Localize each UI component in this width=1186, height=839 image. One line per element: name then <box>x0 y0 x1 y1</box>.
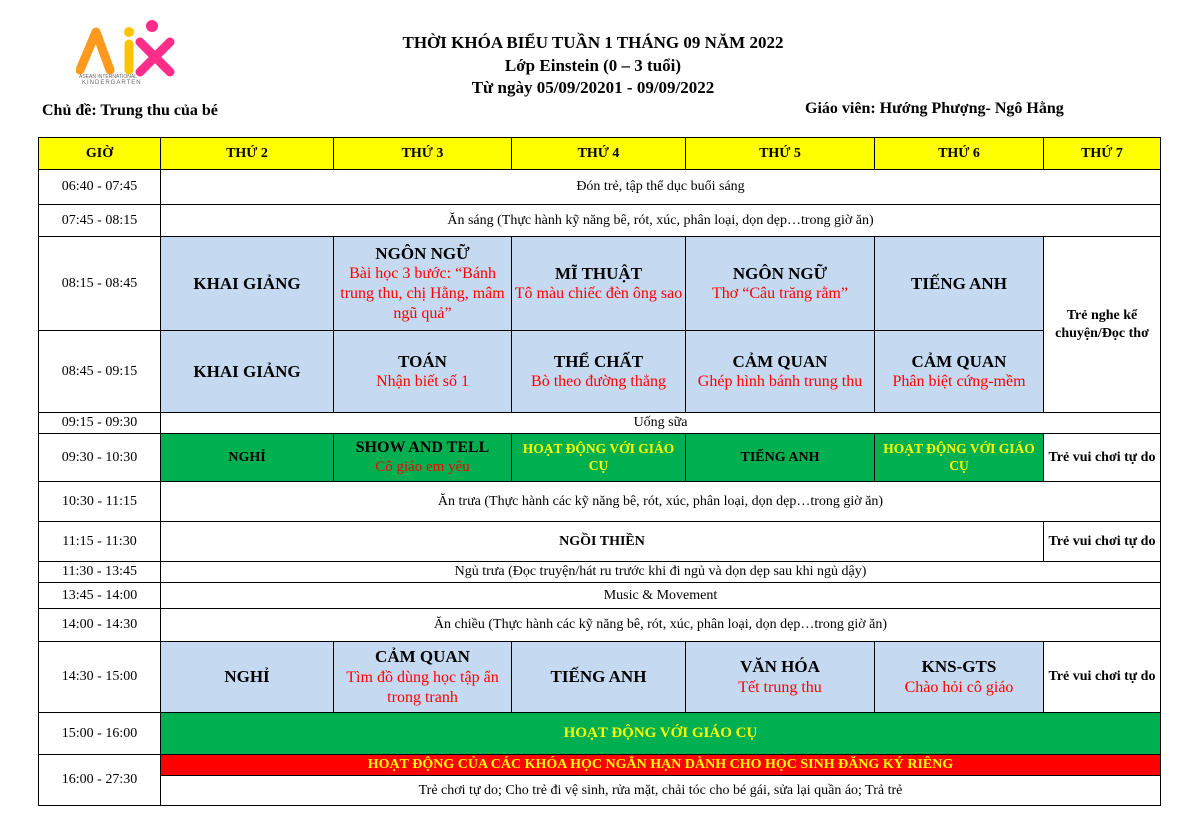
time-cell: 07:45 - 08:15 <box>39 205 161 237</box>
activity-cell <box>334 434 512 482</box>
time-cell: 08:45 - 09:15 <box>39 331 161 413</box>
table-row <box>39 713 1161 755</box>
col-wed: THỨ 4 <box>512 138 686 170</box>
activity-title: NGHỈ <box>224 667 270 687</box>
activity-title: NGÔN NGỮ <box>375 243 470 263</box>
date-range: Từ ngày 05/09/20201 - 09/09/2022 <box>471 78 715 97</box>
col-fri: THỨ 6 <box>875 138 1044 170</box>
activity-cell <box>161 713 1161 755</box>
time-cell: 10:30 - 11:15 <box>39 482 161 522</box>
activity-subtitle: Tô màu chiếc đèn ông sao <box>514 285 683 303</box>
time-cell: 14:30 - 15:00 <box>39 642 161 713</box>
activity-cell <box>512 331 686 413</box>
activity-title: VĂN HÓA <box>740 657 820 677</box>
table-row <box>39 205 1161 237</box>
activity-subtitle: Tết trung thu <box>738 678 822 696</box>
activity-cell <box>161 642 334 713</box>
activity-title: KHAI GIẢNG <box>193 361 301 381</box>
time-cell: 11:15 - 11:30 <box>39 522 161 562</box>
activity-cell <box>161 237 334 331</box>
teacher-label: Giáo viên: Hướng Phượng- Ngô Hằng <box>805 100 1064 117</box>
activity-title: TIẾNG ANH <box>550 667 647 687</box>
activity-title: TIẾNG ANH <box>911 273 1007 293</box>
header-row <box>39 138 1161 170</box>
activity-cell: HOẠT ĐỘNG CỦA CÁC KHÓA HỌC NGẮN HẠN DÀNH CHO HỌC SINH ĐĂNG KÝ RIÊNG <box>161 755 1161 776</box>
activity-subtitle: Phân biệt cứng-mềm <box>892 373 1026 391</box>
activity-cell <box>875 331 1044 413</box>
table-row <box>39 434 1161 482</box>
table-row <box>39 755 1161 776</box>
table-row <box>39 642 1161 713</box>
activity-cell <box>875 642 1044 713</box>
activity-cell: Ngủ trưa (Đọc truyện/hát ru trước khi đi ngủ và dọn dẹp sau khi ngủ dậy) <box>161 562 1161 583</box>
activity-subtitle: Bò theo đường thẳng <box>531 373 666 391</box>
col-thu: THỨ 5 <box>686 138 875 170</box>
activity-cell: Ăn trưa (Thực hành các kỹ năng bê, rót, xúc, phân loại, dọn dẹp…trong giờ ăn) <box>161 482 1161 522</box>
time-cell: 14:00 - 14:30 <box>39 609 161 642</box>
time-cell: 11:30 - 13:45 <box>39 562 161 583</box>
activity-cell: Ăn chiều (Thực hành các kỹ năng bê, rót, xúc, phân loại, dọn dẹp…trong giờ ăn) <box>161 609 1161 642</box>
page-title: THỜI KHÓA BIỂU TUẦN 1 THÁNG 09 NĂM 2022 <box>402 33 784 52</box>
col-time: GIỜ <box>39 138 161 170</box>
activity-title: HOẠT ĐỘNG VỚI GIÁO CỤ <box>883 440 1035 473</box>
activity-title: TOÁN <box>398 351 447 371</box>
activity-cell <box>686 331 875 413</box>
activity-cell <box>334 642 512 713</box>
table-row <box>39 609 1161 642</box>
saturday-cell: Trẻ vui chơi tự do <box>1044 642 1161 713</box>
topic-label: Chủ đề: Trung thu của bé <box>42 102 218 119</box>
activity-cell <box>161 331 334 413</box>
activity-subtitle: Ghép hình bánh trung thu <box>697 373 863 391</box>
activity-subtitle: Bài học 3 bước: “Bánh trung thu, chị Hằng, mâm ngũ quả” <box>340 265 505 323</box>
time-cell: 15:00 - 16:00 <box>39 713 161 755</box>
activity-cell: TIẾNG ANH <box>686 434 875 482</box>
activity-title: NGÔN NGỮ <box>732 263 828 283</box>
col-sat: THỨ 7 <box>1044 138 1161 170</box>
activity-cell: Music & Movement <box>161 583 1161 609</box>
activity-cell: Uống sữa <box>161 413 1161 434</box>
activity-cell <box>512 434 686 482</box>
activity-title: CẢM QUAN <box>911 351 1007 371</box>
table-row <box>39 170 1161 205</box>
activity-cell: Ăn sáng (Thực hành kỹ năng bê, rót, xúc, phân loại, dọn dẹp…trong giờ ăn) <box>161 205 1161 237</box>
activity-cell <box>334 237 512 331</box>
saturday-cell: Trẻ vui chơi tự do <box>1044 522 1161 562</box>
activity-cell <box>686 642 875 713</box>
activity-subtitle: Tìm đồ dùng học tập ẩn trong tranh <box>346 668 499 706</box>
table-row <box>39 331 1161 413</box>
table-row <box>39 562 1161 583</box>
activity-title: THỂ CHẤT <box>553 351 644 371</box>
activity-title: HOẠT ĐỘNG VỚI GIÁO CỤ <box>522 440 675 473</box>
activity-title: CẢM QUAN <box>732 351 828 371</box>
activity-title: CẢM QUAN <box>375 647 470 667</box>
activity-title: HOẠT ĐỘNG VỚI GIÁO CỤ <box>563 725 758 742</box>
activity-cell <box>875 434 1044 482</box>
table-row <box>39 776 1161 806</box>
class-name: Lớp Einstein (0 – 3 tuổi) <box>504 56 682 75</box>
activity-subtitle: Thơ “Câu trăng rằm” <box>712 285 848 303</box>
table-row <box>39 522 1161 562</box>
time-cell: 16:00 - 27:30 <box>39 755 161 806</box>
time-cell: 13:45 - 14:00 <box>39 583 161 609</box>
table-row <box>39 482 1161 522</box>
activity-title: KHAI GIẢNG <box>193 273 301 293</box>
saturday-cell: Trẻ vui chơi tự do <box>1044 434 1161 482</box>
time-cell: 08:15 - 08:45 <box>39 237 161 331</box>
activity-cell: NGỒI THIỀN <box>161 522 1044 562</box>
activity-cell: Trẻ chơi tự do; Cho trẻ đi vệ sinh, rửa mặt, chải tóc cho bé gái, sửa lại quần áo; Trả trẻ <box>161 776 1161 806</box>
activity-cell <box>512 642 686 713</box>
activity-title: SHOW AND TELL <box>355 439 490 457</box>
activity-cell: NGHỈ <box>161 434 334 482</box>
logo-sub1: ASEAN INTERNATIONAL <box>79 74 137 80</box>
activity-subtitle: Chào hỏi cô giáo <box>904 678 1014 696</box>
activity-cell <box>686 237 875 331</box>
activity-cell <box>334 331 512 413</box>
col-tue: THỨ 3 <box>334 138 512 170</box>
activity-cell <box>875 237 1044 331</box>
table-row <box>39 237 1161 331</box>
activity-title: KNS-GTS <box>921 657 997 677</box>
table-row <box>39 583 1161 609</box>
table-row <box>39 413 1161 434</box>
saturday-cell: Trẻ nghe kể chuyện/Đọc thơ <box>1044 237 1161 413</box>
time-cell: 09:15 - 09:30 <box>39 413 161 434</box>
activity-title: MĨ THUẬT <box>554 263 643 283</box>
activity-subtitle: Nhận biết số 1 <box>376 373 469 391</box>
col-mon: THỨ 2 <box>161 138 334 170</box>
activity-cell: Đón trẻ, tập thể dục buổi sáng <box>161 170 1161 205</box>
activity-cell <box>512 237 686 331</box>
logo-sub2: KINDERGARTEN <box>82 80 142 84</box>
time-cell: 09:30 - 10:30 <box>39 434 161 482</box>
time-cell: 06:40 - 07:45 <box>39 170 161 205</box>
timetable <box>38 137 1161 806</box>
activity-subtitle: Cô giáo em yêu <box>375 459 470 476</box>
